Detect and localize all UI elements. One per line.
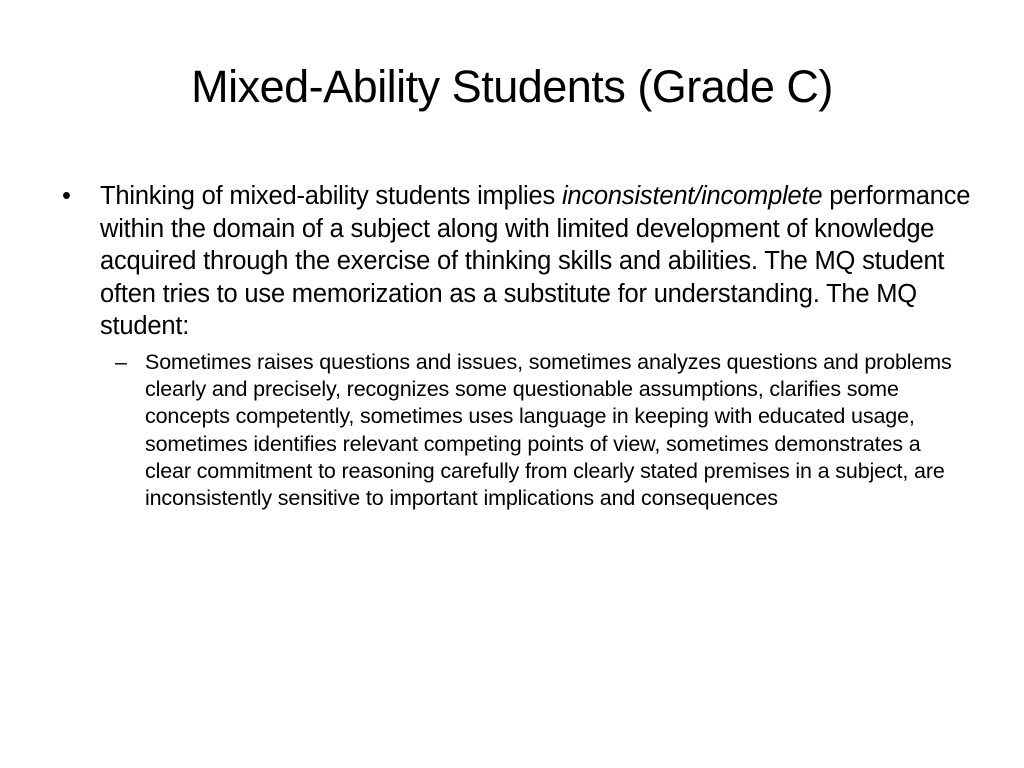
slide-body (62, 180, 972, 512)
slide-title: Mixed-Ability Students (Grade C) (191, 61, 833, 112)
bullet-item (62, 180, 972, 343)
bullet-text-end: performance within the domain of a subject along with limited development of knowledge acquired through the exercise of thinking skills and abilities. The MQ student often tries to use memorization as a substitute for understanding. The MQ student: (100, 182, 971, 341)
sub-bullet-item (115, 349, 972, 512)
bullet-text-emphasis: inconsistent/incomplete (561, 182, 823, 210)
bullet-text-start: Thinking of mixed-ability students implies (100, 182, 562, 210)
bullet-marker: • (62, 182, 71, 210)
sub-bullet-marker: – (115, 349, 127, 374)
sub-bullet-text: Sometimes raises questions and issues, sometimes analyzes questions and problems clearly and precisely, recognizes some questionable assumptions, clarifies some concepts competently, sometimes uses language in keeping with educated usage, sometimes identifies relevant competing points of view, sometimes demonstrates a clear commitment to reasoning carefully from clearly stated premises in a subject, are inconsistently sensitive to important implications and consequences (145, 349, 952, 510)
